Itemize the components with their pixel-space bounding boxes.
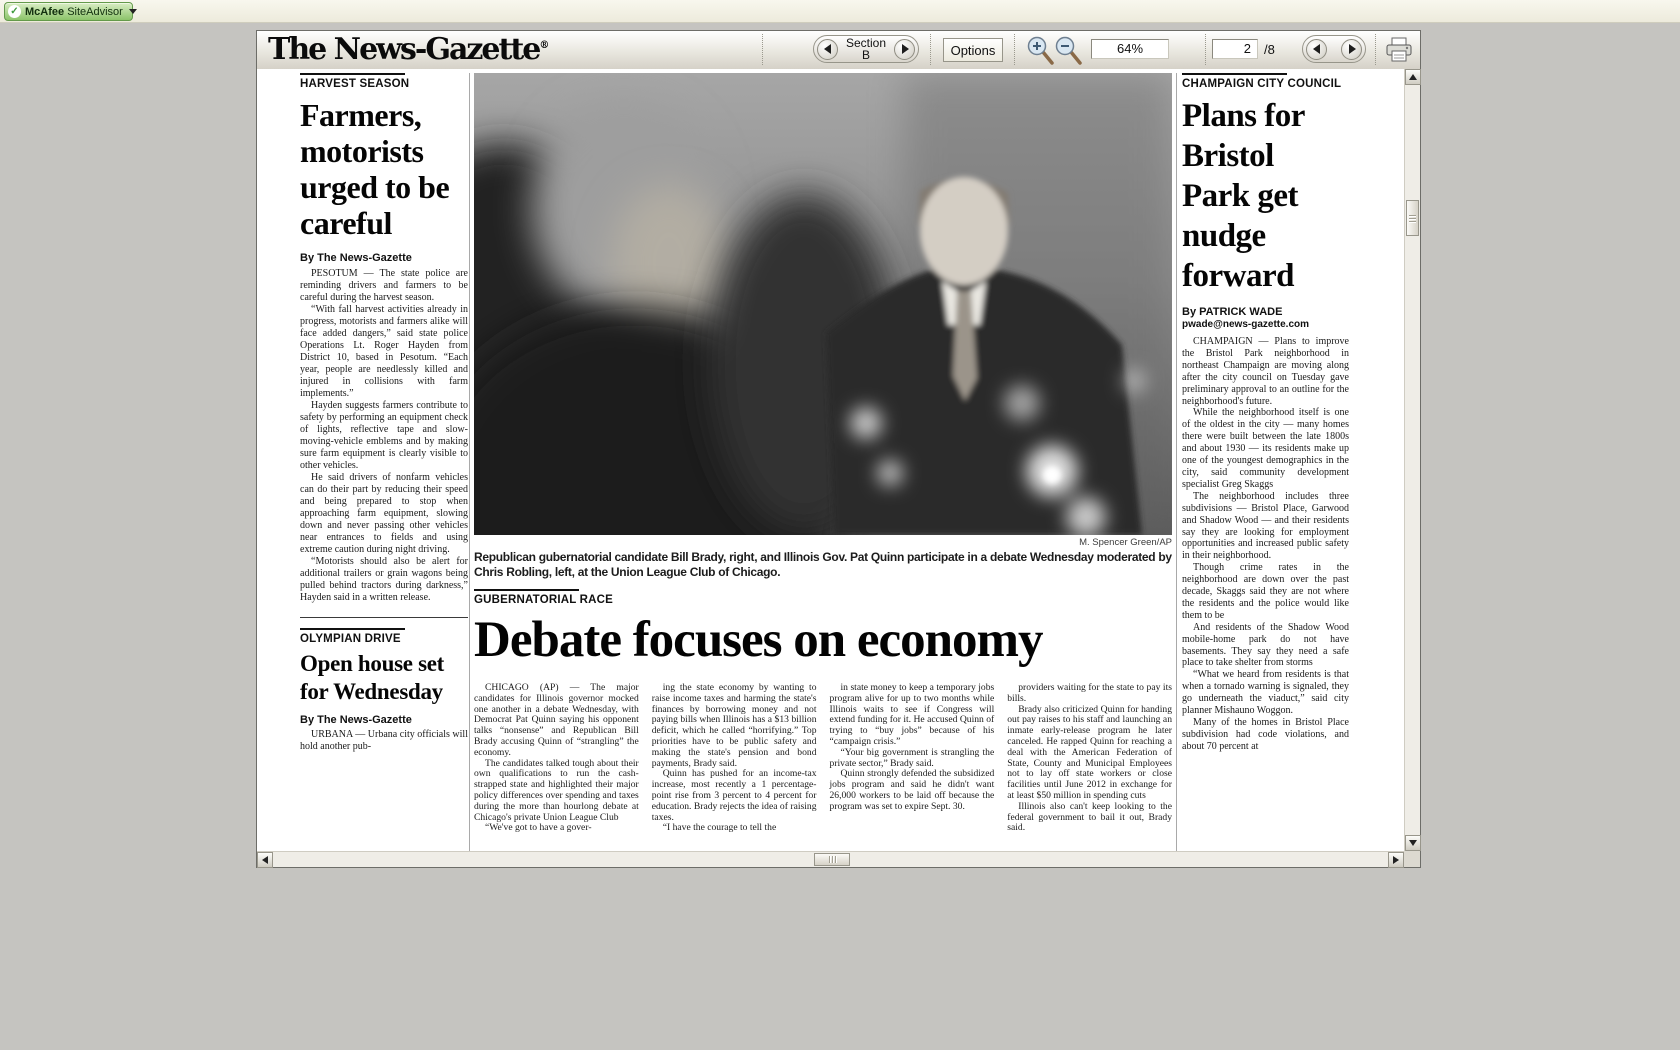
toolbar-separator xyxy=(930,34,931,65)
mcafee-check-icon: ✓ xyxy=(8,5,21,18)
newspaper-logo: The News-Gazette® xyxy=(268,32,550,67)
article-kicker: GUBERNATORIAL RACE xyxy=(474,594,614,606)
vertical-scroll-thumb[interactable] xyxy=(1406,200,1419,236)
zoom-level-field[interactable]: 64% xyxy=(1091,39,1169,59)
paragraph: The neighborhood includes three subdivisions — Bristol Place, Garwood and Shadow Wood — and their residents say they are looking for employment opportunities and increased public safety in their neighborhood. xyxy=(1182,490,1349,562)
viewer-toolbar xyxy=(257,31,1420,70)
horizontal-scrollbar[interactable] xyxy=(257,851,1404,867)
article-kicker: OLYMPIAN DRIVE xyxy=(300,633,401,645)
article-kicker: CHAMPAIGN CITY COUNCIL xyxy=(1182,78,1342,90)
article-author-email: pwade@news-gazette.com xyxy=(1182,319,1310,330)
paragraph: “Your big government is strangling the private sector,” Brady said. xyxy=(829,746,995,769)
toolbar-separator xyxy=(762,34,763,65)
article-headline: Farmers, motorists urged to be careful xyxy=(300,97,450,241)
paragraph: Quinn strongly defended the subsidized jobs program and said he didn't want 26,000 workers to be laid off because the program was set to expire Sept. 30. xyxy=(829,768,995,812)
paragraph: He said drivers of nonfarm vehicles can do their part by reducing their speed and being prepared to stop when approaching farm equipment, slowing down and never passing other vehicles near entrances to fields and using extreme caution during night driving. xyxy=(300,472,468,555)
paragraph: providers waiting for the state to pay its bills. xyxy=(1007,682,1172,704)
zoom-out-icon[interactable] xyxy=(1057,38,1081,64)
page-number-field[interactable]: 2 xyxy=(1212,39,1258,59)
paragraph: URBANA — Urbana city officials will hold another pub- xyxy=(300,729,468,752)
toolbar-separator xyxy=(1014,34,1015,65)
paragraph: Quinn has pushed for an income-tax increase, most recently a 1 percentage-point rise from 3 percent to 4 percent for education. Brady rejects the idea of raising taxes. xyxy=(651,768,817,823)
article-column-4 xyxy=(1007,683,1172,834)
horizontal-scroll-thumb[interactable] xyxy=(814,853,850,866)
scroll-down-button[interactable] xyxy=(1405,835,1421,851)
arrow-up-icon xyxy=(1409,70,1417,80)
scrollbar-corner xyxy=(1404,851,1420,867)
paragraph: And residents of the Shadow Wood mobile-home park do not have basements. They say they need a safe place to take shelter from storms xyxy=(1182,621,1349,669)
eedition-viewer-panel xyxy=(256,30,1421,868)
article-byline: By PATRICK WADE xyxy=(1182,306,1283,318)
article-kicker: HARVEST SEASON xyxy=(300,78,410,90)
browser-toolbar xyxy=(0,0,1680,23)
paragraph: ing the state economy by wanting to raise income taxes and harming the state's finances by borrowing money and not paying bills when Illinois has a $13 billion deficit, which he called “horrifying.” Top priorities have to be public safety and making the state's pension and bond payments, Brady said. xyxy=(651,682,817,769)
paragraph: Brady also criticized Quinn for handing out pay raises to his staff and launching an inmate early-release program he later canceled. He rapped Quinn for reaching a deal with the American Federation of State, County and Municipal Employees not to lay off state workers or close facilities until June 2012 in exchange for at least $50 million in spending cuts xyxy=(1007,703,1172,801)
kicker-rule xyxy=(474,589,579,591)
mcafee-dropdown-caret-icon[interactable] xyxy=(129,9,137,18)
arrow-left-icon xyxy=(1308,44,1320,54)
scroll-right-button[interactable] xyxy=(1388,852,1404,868)
paragraph: “With fall harvest activities already in progress, motorists and farmers alike will face added dangers,” said state police Operations Lt. Roger Hayden from District 10, based in Pesotum. “Each year, people are needlessly killed and injured in collisions with farm implements.” xyxy=(300,304,468,399)
zoom-in-icon[interactable] xyxy=(1029,38,1053,64)
article-headline: Plans for Bristol Park get nudge forward xyxy=(1182,98,1305,294)
article-body xyxy=(300,268,468,604)
article-column-2 xyxy=(652,683,817,834)
debate-photo xyxy=(474,73,1172,535)
article-body xyxy=(300,729,468,753)
main-headline: Debate focuses on economy xyxy=(474,612,1043,668)
section-label: Section B xyxy=(845,36,887,62)
arrow-right-icon xyxy=(1349,44,1361,54)
article-harvest-season xyxy=(300,73,468,753)
section-nav xyxy=(813,35,919,63)
arrow-right-icon xyxy=(1393,856,1403,864)
article-body xyxy=(1182,336,1349,753)
article-debate xyxy=(474,73,1172,834)
photo-credit: M. Spencer Green/AP xyxy=(1079,537,1172,548)
print-button[interactable] xyxy=(1385,37,1413,63)
paragraph: The candidates talked tough about their own qualifications to run the cash-strapped state and highlighted their major policy differences over spending and taxes during the more than hourlong debate at Chicago's private Union League Club xyxy=(474,757,639,823)
photo-caption: Republican gubernatorial candidate Bill Brady, right, and Illinois Gov. Pat Quinn participate in a debate Wednesday moderated by Chris Robling, left, at the Union League Club of Chicago. xyxy=(474,550,1172,579)
paragraph: “We've got to have a gover- xyxy=(485,822,592,834)
printer-icon xyxy=(1385,37,1413,63)
mcafee-siteadvisor-badge[interactable] xyxy=(4,2,133,21)
article-column-3 xyxy=(830,683,995,834)
page-total-label: /8 xyxy=(1264,42,1275,57)
vertical-scrollbar[interactable] xyxy=(1404,69,1420,851)
paragraph: in state money to keep a temporary jobs program alive for up to two months while Illinois waits to see if Congress will extend funding for it. He accused Quinn of trying to “buy jobs” because of his “campaign crisis.” xyxy=(829,682,995,747)
kicker-rule xyxy=(300,73,405,75)
column-rule xyxy=(469,73,470,851)
paragraph: “I have the courage to tell the xyxy=(662,822,777,834)
arrow-down-icon xyxy=(1409,840,1417,850)
scroll-up-button[interactable] xyxy=(1405,69,1421,85)
paragraph: CHICAGO (AP) — The major candidates for Illinois governor mocked one another in a debate Wednesday, with Democrat Pat Quinn saying his opponent talks “nonsense” and Republican Bill Brady accusing Quinn of “strangling” the economy. xyxy=(474,682,639,758)
arrow-right-icon xyxy=(902,44,914,54)
scroll-left-button[interactable] xyxy=(257,852,273,868)
article-columns xyxy=(474,683,1172,834)
article-bristol-park xyxy=(1182,73,1349,753)
paragraph: Hayden suggests farmers contribute to safety by performing an equipment check of lights, reflective tape and slow-moving-vehicle emblems and by making sure farm equipment is clearly visible to other vehicles. xyxy=(300,400,468,471)
article-byline: By The News-Gazette xyxy=(300,714,412,726)
options-button[interactable]: Options xyxy=(943,38,1003,62)
section-prev-button[interactable] xyxy=(817,39,838,60)
article-headline: Open house set for Wednesday xyxy=(300,651,445,704)
paragraph: “What we heard from residents is that when a tornado warning is signaled, they go underneath the viaduct,” said city planner Mishauno Woggon. xyxy=(1182,669,1349,717)
toolbar-separator xyxy=(1375,34,1376,65)
section-next-button[interactable] xyxy=(894,39,915,60)
paragraph: CHAMPAIGN — Plans to improve the Bristol Park neighborhood in northeast Champaign are moving along after the city council on Tuesday gave preliminary approval to an outline for the neighborhood's future. xyxy=(1182,336,1349,407)
page-prev-button[interactable] xyxy=(1306,39,1327,60)
article-column-1 xyxy=(474,683,639,834)
page-next-button[interactable] xyxy=(1341,39,1362,60)
paragraph: Many of the homes in Bristol Place subdivision had code violations, and about 70 percent at xyxy=(1182,717,1349,752)
zoom-buttons xyxy=(1023,36,1087,66)
page-nav xyxy=(1302,35,1366,63)
column-rule xyxy=(1176,73,1177,851)
paragraph: While the neighborhood itself is one of the oldest in the city — many homes there were built between the late 1800s and about 1930 — its residents make up one of the youngest demographics in the city, said community development specialist Greg Skaggs xyxy=(1182,407,1349,490)
arrow-left-icon xyxy=(819,44,831,54)
paragraph: “Motorists should also be alert for additional trailers or grain wagons being pulled behind tractors during darkness,” Hayden said in a written release. xyxy=(300,556,468,603)
arrow-left-icon xyxy=(258,856,268,864)
mcafee-label: McAfee SiteAdvisor xyxy=(25,5,123,18)
page-viewport xyxy=(257,69,1404,851)
kicker-rule xyxy=(1182,73,1287,75)
kicker-rule xyxy=(300,628,405,630)
paragraph: PESOTUM — The state police are reminding drivers and farmers to be careful during the harvest season. xyxy=(300,268,468,303)
paragraph: Though crime rates in the neighborhood are down over the past decade, Skaggs said they are not where the residents and the police would like them to be xyxy=(1182,562,1349,621)
toolbar-separator xyxy=(1205,34,1206,65)
article-divider xyxy=(300,617,468,618)
paragraph: Illinois also can't keep looking to the federal government to bail it out, Brady said. xyxy=(1007,800,1172,834)
article-byline: By The News-Gazette xyxy=(300,252,412,264)
